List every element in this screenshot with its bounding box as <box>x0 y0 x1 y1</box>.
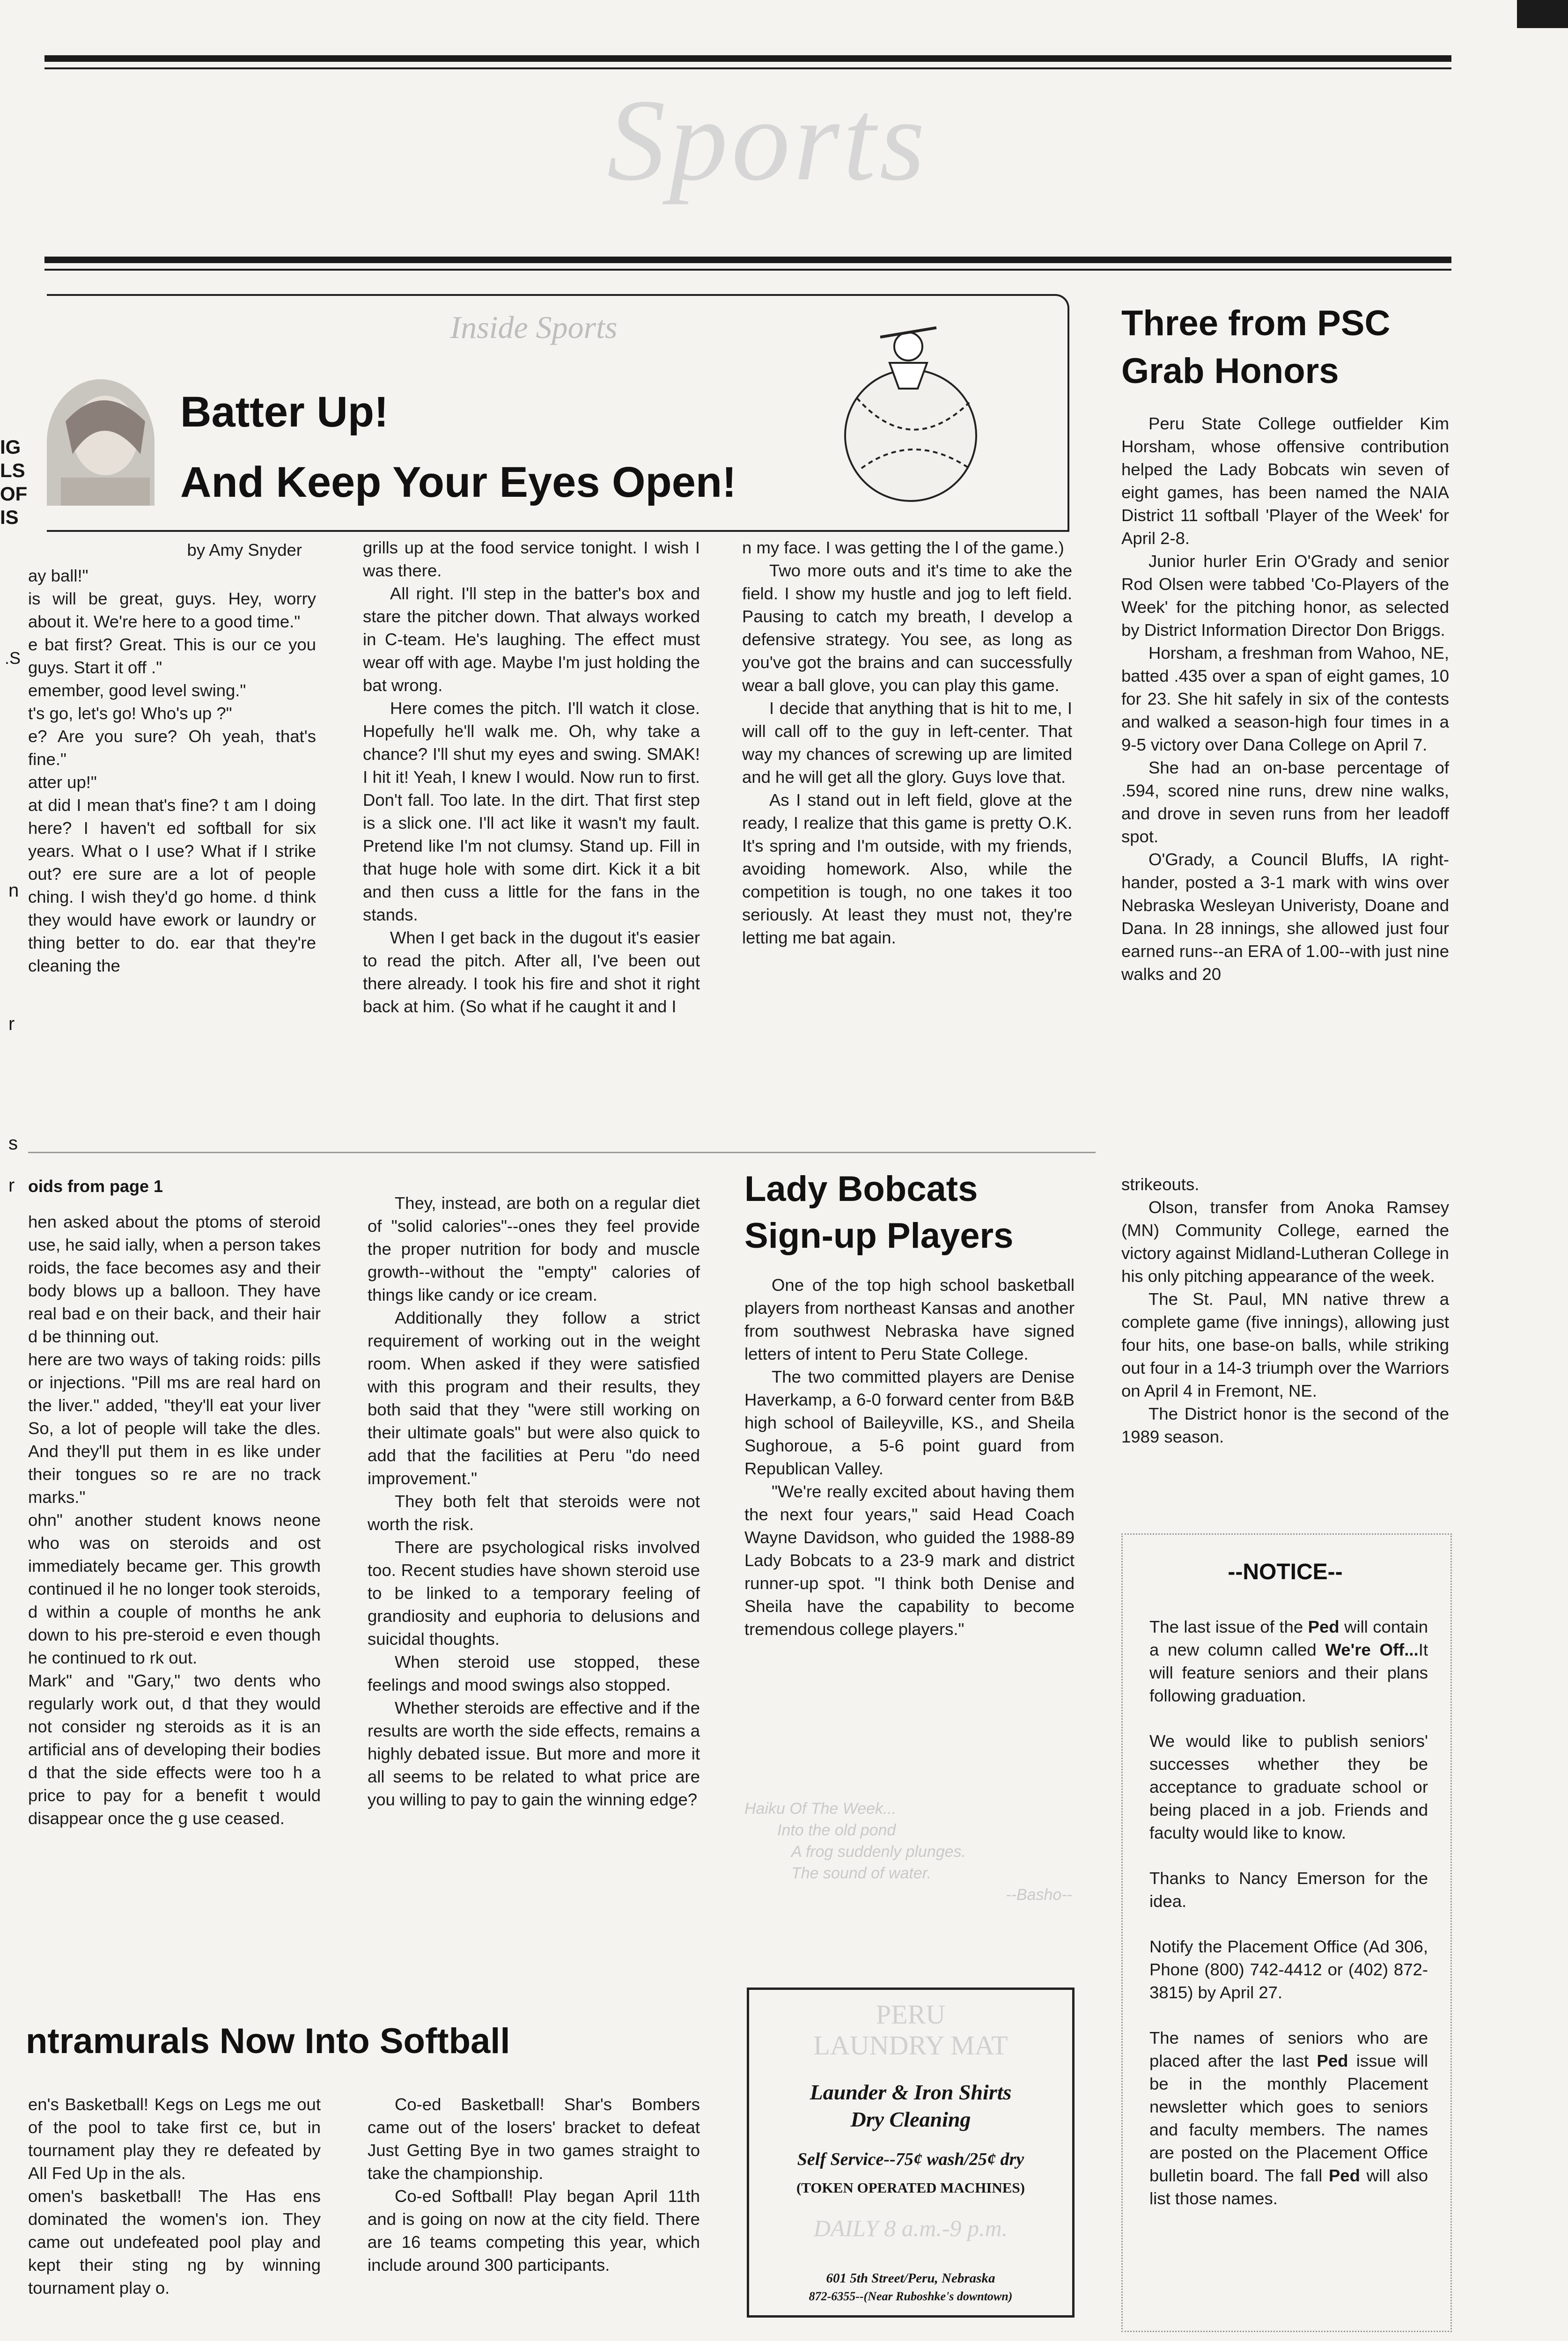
honors-title-line: Grab Honors <box>1121 351 1339 391</box>
text: It will feature seniors and their plans following graduation. <box>1149 1640 1428 1705</box>
paragraph: Co-ed Softball! Play began April 11th and is going on now at the city field. There are 16 teams competing this year, which include around 300 participants. <box>368 2186 700 2275</box>
edge-fragment: .S <box>5 648 21 668</box>
top-rule <box>44 55 1451 62</box>
paragraph: Here comes the pitch. I'll watch it close. Hopefully he'll walk me. Oh, why take a chance? I'll shut my eyes and swing. SMAK! I hit it! Yeah, I knew I would. Now run to first. Don't fall. Too late. In the dirt. That first step is a slick one. I'll act like it wasn't my fault. Pretend like I'm not clumsy. Stand up. Fill in that huge hole with some dirt. Kick it a bit and then cuss a little for the fans in the stands. <box>363 699 700 924</box>
steroids-col-1 <box>28 1210 321 1830</box>
haiku-author: --Basho-- <box>1006 1886 1072 1904</box>
edge-fragment: IS <box>0 506 19 528</box>
paragraph: The two committed players are Denise Haverkamp, a 6-0 forward center from B&B high school of Baileyville, KS., and Sheila Sughoroue, a 5-6 point guard from Republican Valley. <box>744 1367 1075 1478</box>
ad-self-service: Self Service--75¢ wash/25¢ dry <box>797 2150 1024 2169</box>
paragraph: Two more outs and it's time to ake the field. I show my hustle and jog to left field. Pausing to catch my breath, I develop a defensive strategy. You see, as long as you've got the brains and can successfully wear a ball glove, you can play this game. <box>742 561 1072 695</box>
paragraph: atter up!" <box>28 773 97 792</box>
edge-fragment: n <box>8 880 19 901</box>
lady-bobcats-title-line: Lady Bobcats <box>744 1169 978 1209</box>
ad-name-line: PERU <box>876 1999 946 2030</box>
paragraph: Horsham, a freshman from Wahoo, NE, batted .435 over a span of eight games, 10 for 23. She hit safely in six of the contests and walked a season-high four times in a 9-5 victory over Dana College on April 7. <box>1121 643 1449 754</box>
edge-fragment: r <box>8 1014 15 1034</box>
paragraph: As I stand out in left field, glove at the ready, I realize that this game is pretty O.K. It's spring and I'm outside, with my friends, avoiding homework. Also, while the competition is tough, no one takes it too seriously. At least they must not, they're letting me bat again. <box>742 790 1072 947</box>
lady-bobcats-title <box>744 1166 1077 1259</box>
honors-body-cont <box>1121 1173 1449 1448</box>
text: will also list those names. <box>1149 2166 1428 2208</box>
paragraph: Peru State College outfielder Kim Horsham, whose offensive contribution helped the Lady Bobcats win seven of eight games, has been named the NAIA District 11 softball 'Player of the Week' for April 2-8. <box>1121 414 1449 548</box>
ad-tagline-line: Launder & Iron Shirts <box>810 2080 1012 2104</box>
corner-mark <box>1517 0 1568 28</box>
feature-col-2 <box>363 536 700 1018</box>
paragraph: here are two ways of taking roids: pills or injections. "Pill ms are real hard on the liver." added, "they'll eat your liver So, a lot of people will take the dles. And they'll put them in es like under their tongues so re are no track marks." <box>28 1350 321 1507</box>
honors-body <box>1121 412 1449 986</box>
masthead: Sports <box>607 75 929 205</box>
ad-name <box>749 1999 1072 2061</box>
paragraph: Additionally they follow a strict requirement of working out in the weight room. When asked if they were satisfied with this program and their results, they both said that they "were still working on their ultimate goals" but were also quick to add that the facilities at Peru "do need improvement." <box>368 1308 700 1488</box>
paragraph: She had an on-base percentage of .594, scored nine runs, drew nine walks, and drove in seven runs from her leadoff spot. <box>1121 758 1449 846</box>
paragraph: hen asked about the ptoms of steroid use, he said ially, when a person takes roids, the face becomes asy and their body blows up a balloon. They have real bad e on their back, and their hair d be thinning out. <box>28 1212 321 1346</box>
feature-col-3 <box>742 536 1072 949</box>
paragraph: When I get back in the dugout it's easier to read the pitch. After all, I've been out there already. I took his fire and shot it right back at him. (So what if he caught it and I <box>363 928 700 1016</box>
edge-fragment: r <box>8 1175 15 1196</box>
paragraph: omen's basketball! The Has ens dominated the women's ion. They came out undefeated pool play and kept their sting ng by winning tournament play o. <box>28 2186 321 2297</box>
paragraph: en's Basketball! Kegs on Legs me out of the pool to take first ce, but in tournament play they re defeated by All Fed Up in the als. <box>28 2095 321 2183</box>
haiku-line: The sound of water. <box>791 1864 932 1882</box>
paragraph: e? Are you sure? Oh yeah, that's fine." <box>28 727 316 769</box>
paragraph: Thanks to Nancy Emerson for the idea. <box>1149 1869 1428 1911</box>
paragraph: There are psychological risks involved too. Recent studies have shown steroid use to be linked to a temporary feeling of grandiosity and euphoria to delusions and suicidal thoughts. <box>368 1538 700 1649</box>
paragraph: We would like to publish seniors' successes whether they be acceptance to graduate school or being placed in a job. Friends and faculty would like to know. <box>1149 1731 1428 1842</box>
paragraph: is will be great, guys. Hey, worry about it. We're here to a good time." <box>28 589 316 631</box>
edge-fragment: LS <box>0 459 25 481</box>
paragraph: "We're really excited about having them the next four years," said Head Coach Wayne Davidson, who guided the 1988-89 Lady Bobcats to a 23-9 mark and district runner-up spot. "I think both Denise and Sheila have the capability to become tremendous college players." <box>744 1482 1075 1639</box>
ad-hours: DAILY 8 a.m.-9 p.m. <box>813 2215 1008 2241</box>
paragraph <box>1149 1615 1428 1707</box>
paragraph: They both felt that steroids were not worth the risk. <box>368 1492 700 1534</box>
steroids-col-2 <box>368 1192 700 1811</box>
paragraph: Mark" and "Gary," two dents who regularly work out, d that they would not consider ng steroids as it is an artificial ans of developing their bodies d that the side effects were too h a price to pay for a benefit t would disappear once the g use ceased. <box>28 1671 321 1828</box>
top-rule-thin <box>44 67 1451 69</box>
inside-sports-label: Inside Sports <box>450 309 618 345</box>
steroids-jump-label: oids from page 1 <box>28 1177 163 1196</box>
paragraph: Notify the Placement Office (Ad 306, Phone (800) 742-4412 or (402) 872-3815) by April 27. <box>1149 1937 1428 2002</box>
feature-title: Batter Up! <box>180 388 389 436</box>
ad-tagline <box>749 2079 1072 2133</box>
honors-title-line: Three from PSC <box>1121 303 1391 343</box>
baseball-cartoon-icon <box>829 318 983 506</box>
intramurals-col-2 <box>368 2093 700 2276</box>
feature-bottom-rule <box>28 1152 1096 1153</box>
paragraph: n my face. I was getting the l of the game.) <box>742 538 1064 557</box>
haiku-line: Into the old pond <box>777 1821 896 1839</box>
lady-bobcats-title-line: Sign-up Players <box>744 1216 1014 1256</box>
text: The last issue of the <box>1149 1617 1308 1636</box>
paragraph: The District honor is the second of the 1989 season. <box>1121 1404 1449 1446</box>
paragraph: O'Grady, a Council Bluffs, IA right-hander, posted a 3-1 mark with wins over Nebraska Wesleyan Univeristy, Doane and Dana. In 28 innings, she allowed just four earned runs--an ERA of 1.00--with just nine walks and 20 <box>1121 850 1449 984</box>
notice-body <box>1149 1615 1428 2210</box>
haiku-title: Haiku Of The Week... <box>744 1800 897 1818</box>
honors-title <box>1121 300 1449 395</box>
ped-name: Ped <box>1308 1617 1340 1636</box>
ad-tagline-line: Dry Cleaning <box>850 2107 971 2131</box>
paragraph: I decide that anything that is hit to me, I will call off to the guy in left-center. That way my chances of screwing up are limited and he will get all the glory. Guys love that. <box>742 699 1072 787</box>
ped-name: Ped <box>1317 2051 1348 2070</box>
intramurals-col-1 <box>28 2093 321 2299</box>
paragraph: ohn" another student knows neone who was on steroids and ost immediately became ger. This growth continued il he no longer took steroids, d within a couple of months he ank down to his pre-steroid e even though he continued to rk out. <box>28 1510 321 1667</box>
paragraph: t's go, let's go! Who's up ?" <box>28 704 232 723</box>
paragraph: ay ball!" <box>28 566 88 585</box>
ad-phone: 872-6355--(Near Ruboshke's downtown) <box>809 2289 1013 2303</box>
text: issue will be in the monthly Placement newsletter which goes to seniors and faculty members. The names are posted on the Placement Office bulletin board. The fall <box>1149 2051 1428 2185</box>
paragraph: emember, good level swing." <box>28 681 246 700</box>
edge-fragments <box>0 435 28 529</box>
author-photo <box>47 379 155 506</box>
paragraph: Whether steroids are effective and if the results are worth the side effects, remains a highly debated issue. But more and more it all seems to be related to what price are you willing to pay to gain the winning edge? <box>368 1698 700 1809</box>
ped-name: Ped <box>1328 2166 1360 2185</box>
feature-byline: by Amy Snyder <box>187 540 302 559</box>
paragraph: grills up at the food service tonight. I wish I was there. <box>363 538 700 580</box>
masthead-rule <box>44 257 1451 263</box>
laundry-ad <box>747 1988 1075 2318</box>
edge-fragment: OF <box>0 483 28 505</box>
paragraph: Junior hurler Erin O'Grady and senior Rod Olsen were tabbed 'Co-Players of the Week' for the pitching honor, as selected by District Information Director Don Briggs. <box>1121 552 1449 640</box>
paragraph: e bat first? Great. This is our ce you guys. Start it off ." <box>28 635 316 677</box>
paragraph: One of the top high school basketball players from northeast Kansas and another from southwest Nebraska have signed letters of intent to Peru State College. <box>744 1275 1075 1363</box>
paragraph: When steroid use stopped, these feelings and mood swings also stopped. <box>368 1652 700 1694</box>
portrait-icon <box>47 379 155 506</box>
feature-subtitle: And Keep Your Eyes Open! <box>180 458 736 506</box>
ad-token: (TOKEN OPERATED MACHINES) <box>796 2179 1025 2196</box>
notice-title: --NOTICE-- <box>1228 1560 1343 1584</box>
paragraph <box>1149 2026 1428 2210</box>
edge-fragment: s <box>8 1133 18 1154</box>
paragraph: All right. I'll step in the batter's box and stare the pitcher down. That always worked in C-team. He's laughing. The effect must wear off with age. Maybe I'm just holding the bat wrong. <box>363 584 700 695</box>
ad-address: 601 5th Street/Peru, Nebraska <box>826 2271 995 2286</box>
intramurals-title: ntramurals Now Into Softball <box>26 2021 510 2061</box>
haiku <box>744 1798 1072 1906</box>
paragraph: at did I mean that's fine? t am I doing here? I haven't ed softball for six years. What o I use? What if I strike out? ere sure are a lot of people ching. I wish they'd go home. d think they would have ework or laundry or thing better to do. ear that they're cleaning the <box>28 795 316 975</box>
feature-col-1 <box>28 564 316 977</box>
ad-name-line: LAUNDRY MAT <box>813 2030 1008 2061</box>
paragraph: strikeouts. <box>1121 1175 1200 1194</box>
paragraph: They, instead, are both on a regular diet of "solid calories"--ones they feel provide the proper nutrition for body and muscle growth--without the "empty" calories of things like candy or ice cream. <box>368 1193 700 1304</box>
edge-fragment: IG <box>0 436 21 458</box>
lady-bobcats-body <box>744 1274 1075 1641</box>
paragraph: Olson, transfer from Anoka Ramsey (MN) Community College, earned the victory against Midland-Lutheran College in his only pitching appearance of the week. <box>1121 1198 1449 1286</box>
masthead-rule-thin <box>44 269 1451 271</box>
column-name: We're Off... <box>1325 1640 1419 1659</box>
text: will contain a new column called <box>1149 1617 1428 1659</box>
text: The names of seniors who are placed after the last <box>1149 2028 1428 2070</box>
paragraph: The St. Paul, MN native threw a complete game (five innings), allowing just four hits, one base-on balls, while striking out four in a 14-3 triumph over the Warriors on April 4 in Fremont, NE. <box>1121 1289 1449 1400</box>
paragraph: Co-ed Basketball! Shar's Bombers came out of the losers' bracket to defeat Just Getting Bye in two games straight to take the championship. <box>368 2095 700 2183</box>
haiku-line: A frog suddenly plunges. <box>791 1843 966 1861</box>
